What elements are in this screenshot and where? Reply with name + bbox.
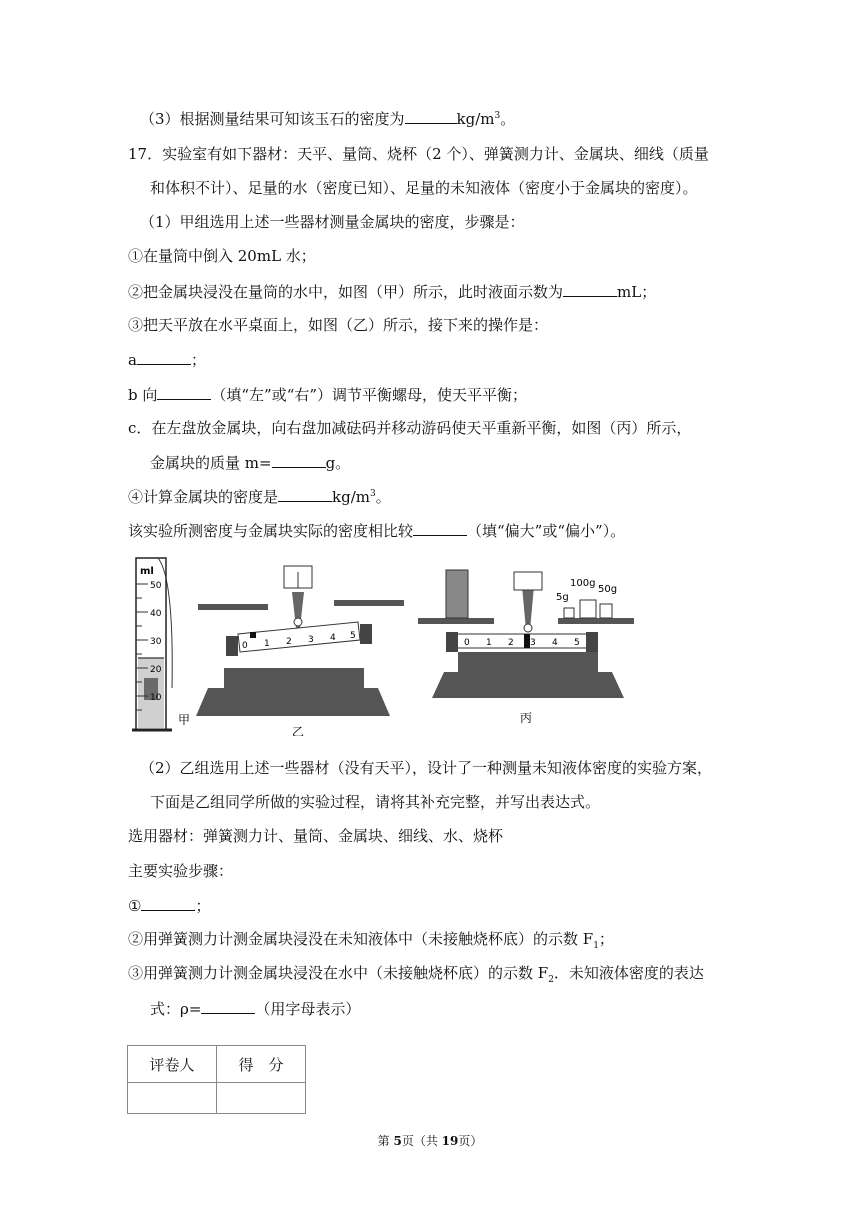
- step-3b: [128, 384, 527, 405]
- text: g。: [325, 454, 351, 472]
- score-cell[interactable]: [217, 1083, 306, 1114]
- text: 。: [500, 110, 516, 128]
- scale-tick-label: 1: [486, 638, 492, 648]
- subscript: 2: [548, 975, 554, 985]
- text: ③用弹簧测力计测金属块浸没在水中（未接触烧杯底）的示数 F: [128, 964, 549, 982]
- scale-tick-label: 0: [464, 638, 470, 648]
- text: 第: [377, 1134, 394, 1148]
- step-1: ①在量筒中倒入 20mL 水；: [128, 247, 316, 265]
- q17-part2-1: （2）乙组选用上述一些器材（没有天平），设计了一种测量未知液体密度的实验方案，: [140, 759, 713, 777]
- scale-tick-label: 4: [552, 638, 558, 648]
- text: 页）: [458, 1134, 483, 1148]
- answer-blank[interactable]: [201, 998, 255, 1014]
- weight-label-5g: 5g: [556, 592, 569, 603]
- cylinder-tick-label: 50: [150, 581, 162, 591]
- step-b1: [128, 895, 210, 916]
- step-2: [128, 281, 656, 302]
- answer-blank[interactable]: [272, 452, 326, 468]
- q17-part1: （1）甲组选用上述一些器材测量金属块的密度，步骤是：: [140, 213, 525, 231]
- text: ；: [195, 897, 211, 915]
- step-b3: [128, 963, 704, 983]
- text: ④计算金属块的密度是: [128, 488, 279, 506]
- expression-line: [150, 998, 360, 1019]
- scale-tick-label: 0: [242, 641, 248, 651]
- grader-header: 评卷人: [128, 1046, 217, 1083]
- text: （用字母表示）: [255, 1000, 361, 1018]
- answer-blank[interactable]: [141, 895, 195, 911]
- weight-label-50g: 50g: [598, 584, 618, 595]
- text: ②把金属块浸没在量筒的水中，如图（甲）所示，此时液面示数为: [128, 283, 564, 301]
- text: 式：ρ=: [150, 1000, 202, 1018]
- text: （填“偏大”或“偏小”）。: [467, 522, 626, 540]
- figure-label-bing: 丙: [520, 711, 533, 725]
- text: b 向: [128, 386, 158, 404]
- step-b2: [128, 929, 614, 949]
- scale-tick-label: 3: [530, 638, 536, 648]
- subscript: 1: [593, 941, 599, 951]
- cylinder-tick-label: 40: [150, 609, 162, 619]
- experiment-figure: [128, 548, 748, 736]
- q17-stem-2: 和体积不计）、足量的水（密度已知）、足量的未知液体（密度小于金属块的密度）。: [150, 179, 698, 197]
- scale-tick-label: 5: [350, 631, 356, 641]
- unit: kg/m: [456, 110, 495, 128]
- answer-blank[interactable]: [137, 349, 191, 365]
- text: ．未知液体密度的表达: [553, 964, 704, 982]
- weight-label-100g: 100g: [570, 578, 596, 589]
- scale-tick-label: 4: [330, 633, 336, 643]
- answer-blank[interactable]: [278, 486, 332, 502]
- q17-part2-2: 下面是乙组同学所做的实验过程，请将其补充完整，并写出表达式。: [150, 793, 601, 811]
- text: ；: [598, 930, 614, 948]
- step-3a: [128, 349, 206, 370]
- cylinder-tick-label: 10: [150, 693, 162, 703]
- text: mL；: [617, 283, 657, 301]
- graduated-cylinder: [132, 558, 190, 730]
- answer-blank[interactable]: [405, 108, 457, 124]
- score-table: [127, 1045, 306, 1114]
- total-pages: 19: [441, 1134, 459, 1148]
- figure-label-yi: 乙: [292, 725, 305, 736]
- step-3c-mass: [150, 452, 350, 473]
- score-header: 得 分: [217, 1046, 306, 1083]
- text: 该实验所测密度与金属块实际的密度相比较: [128, 522, 414, 540]
- steps-heading: 主要实验步骤：: [128, 862, 234, 880]
- step-4: [128, 486, 391, 507]
- scale-tick-label: 3: [308, 635, 314, 645]
- text: 。: [375, 488, 391, 506]
- unit-exponent: 3: [494, 111, 501, 121]
- cylinder-unit: ml: [140, 566, 154, 577]
- balance-yi: [196, 566, 404, 736]
- unit: kg/m: [332, 488, 370, 506]
- scale-tick-label: 5: [574, 638, 580, 648]
- text: 页（共: [401, 1134, 442, 1148]
- text: ；: [190, 351, 206, 369]
- cylinder-tick-label: 20: [150, 665, 162, 675]
- balance-bing: [418, 570, 634, 725]
- page-number: 5: [393, 1134, 402, 1148]
- figure-label-jia: 甲: [178, 713, 191, 727]
- scale-tick-label: 1: [264, 639, 270, 649]
- answer-blank[interactable]: [157, 384, 211, 400]
- page-footer: [0, 1132, 860, 1149]
- cylinder-tick-label: 30: [150, 637, 162, 647]
- comparison: [128, 520, 625, 541]
- text: （3）根据测量结果可知该玉石的密度为: [140, 110, 405, 128]
- scale-tick-label: 2: [508, 638, 514, 648]
- text: a: [128, 351, 137, 369]
- step-3c: c．在左盘放金属块，向右盘加减砝码并移动游码使天平重新平衡，如图（丙）所示，: [128, 419, 692, 437]
- q17-stem-1: 17．实验室有如下器材：天平、量筒、烧杯（2 个）、弹簧测力计、金属块、细线（质量: [128, 145, 709, 163]
- equipment: 选用器材：弹簧测力计、量筒、金属块、细线、水、烧杯: [128, 827, 504, 845]
- text: 金属块的质量 m=: [150, 454, 272, 472]
- text: （填“左”或“右”）调节平衡螺母，使天平平衡；: [211, 386, 528, 404]
- answer-blank[interactable]: [413, 520, 467, 536]
- answer-blank[interactable]: [563, 281, 617, 297]
- q16-part3: [140, 108, 515, 129]
- step-3: ③把天平放在水平桌面上，如图（乙）所示，接下来的操作是：: [128, 316, 549, 334]
- text: ②用弹簧测力计测金属块浸没在未知液体中（未接触烧杯底）的示数 F: [128, 930, 594, 948]
- grader-cell[interactable]: [128, 1083, 217, 1114]
- unit-exponent: 3: [369, 489, 376, 499]
- scale-tick-label: 2: [286, 637, 292, 647]
- text: ①: [128, 897, 142, 915]
